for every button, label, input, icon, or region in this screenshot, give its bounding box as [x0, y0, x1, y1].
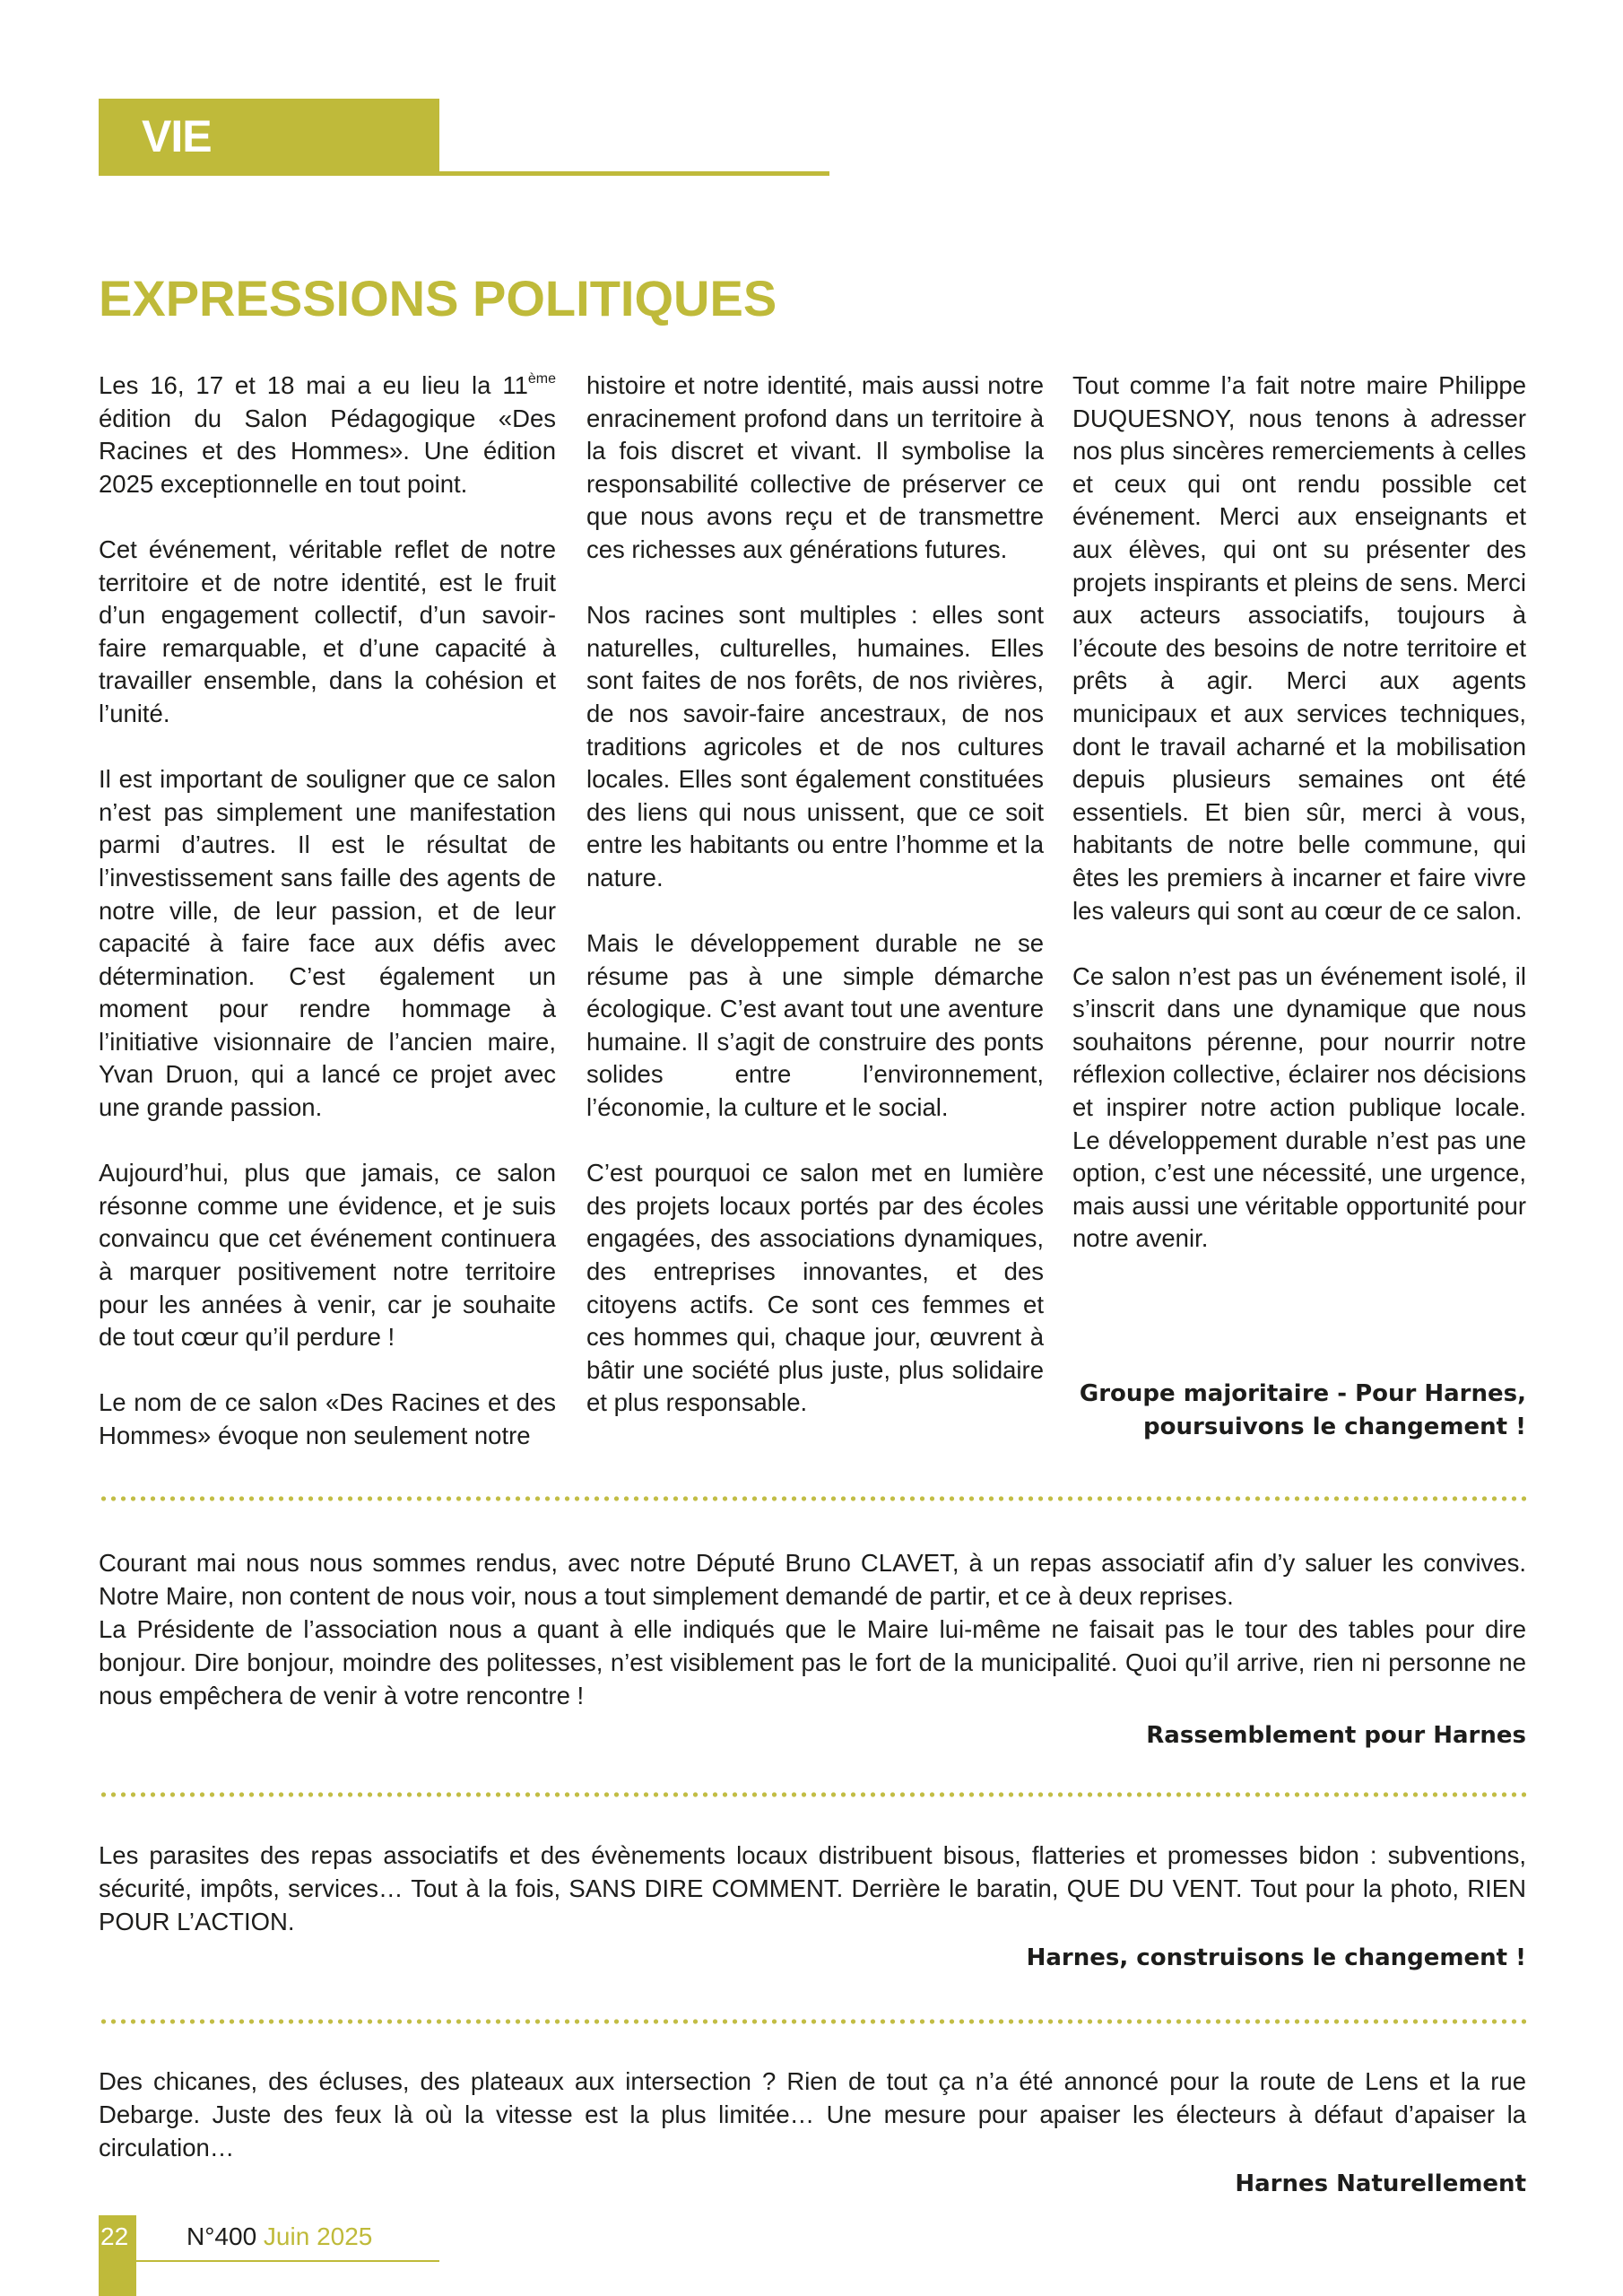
footer-rule: [136, 2260, 439, 2262]
paragraph: Les parasites des repas associatifs et des évènements locaux distribuent bisous, flatteries et promesses bidon : subventions, sécurité, impôts, services… Tout à la fois, SANS DIRE COMMENT. Derrière le baratin, QUE DU VENT. Tout pour la photo, RIEN POUR L’ACTION.: [99, 1841, 1526, 1935]
page-number: 22: [100, 2222, 129, 2250]
dotted-separator: [99, 1496, 1526, 1501]
issue-info: [187, 2222, 372, 2251]
construisons-block: [99, 1839, 1526, 1975]
paragraph: Des chicanes, des écluses, des plateaux aux intersection ? Rien de tout ça n’a été annoncé pour la route de Lens et la rue Debarge. Juste des feux là où la vitesse est la plus limitée… Une mesure pour apaiser les électeurs à défaut d’apaiser la circulation…: [99, 2067, 1526, 2161]
paragraph: Le nom de ce salon «Des Racines et des Hommes» évoque non seulement notre: [99, 1388, 556, 1449]
majority-column-1: [99, 370, 556, 1453]
section-rule: [99, 171, 829, 176]
page-title: EXPRESSIONS POLITIQUES: [99, 270, 777, 326]
majority-signature: [1031, 1378, 1526, 1444]
paragraph: Il est important de souligner que ce salon n’est pas simplement une manifestation parmi d’autres. Il est le résultat de l’investissement sans faille des agents de notre ville, de leur passion, et de leur capacité à faire face aux défis avec détermination. C’est également un moment pour rendre hommage à l’initiative visionnaire de l’ancien maire, Yvan Druon, qui a lancé ce projet avec une grande passion.: [99, 765, 556, 1122]
construisons-signature: Harnes, construisons le changement !: [1026, 1944, 1526, 1971]
paragraph: Courant mai nous nous sommes rendus, avec notre Député Bruno CLAVET, à un repas associatif afin d’y saluer les convives. Notre Maire, non content de nous voir, nous a tout simplement demandé de partir, et ce à deux reprises.: [99, 1549, 1526, 1610]
paragraph: Tout comme l’a fait notre maire Philippe DUQUESNOY, nous tenons à adresser nos plus sincères remerciements à celles et ceux qui ont rendu possible cet événement. Merci aux enseignants et aux élèves, qui ont su présenter des projets inspirants et pleins de sens. Merci aux acteurs associatifs, toujours à l’écoute des besoins de notre territoire et prêts à agir. Merci aux agents municipaux et aux services techniques, dont le travail acharné et la mobilisation depuis plusieurs semaines ont été essentiels. Et bien sûr, merci à vous, habitants de notre belle commune, qui êtes les premiers à incarner et faire vivre les valeurs qui sont au cœur de ce salon.: [1072, 371, 1526, 925]
paragraph: La Présidente de l’association nous a quant à elle indiqués que le Maire lui-même ne faisait pas le tour des tables pour dire bonjour. Dire bonjour, moindre des politesses, n’est visiblement pas le fort de la municipalité. Quoi qu’il arrive, rien ni personne ne nous empêchera de venir à votre rencontre !: [99, 1615, 1526, 1709]
paragraph: histoire et notre identité, mais aussi notre enracinement profond dans un territoire à la fois discret et vivant. Il symbolise la responsabilité collective de préserver ce que nous avons reçu et de transmettre ces richesses aux générations futures.: [586, 371, 1044, 563]
paragraph: Mais le développement durable ne se résume pas à une simple démarche écologique. C’est avant tout une aventure humaine. Il s’agit de construire des ponts solides entre l’environnement, l’économie, la culture et le social.: [586, 929, 1044, 1122]
rassemblement-block: [99, 1546, 1526, 1752]
paragraph: Les 16, 17 et 18 mai a eu lieu la 11ème édition du Salon Pédagogique «Des Racines et des Hommes». Une édition 2025 exceptionnelle en tout point.: [99, 371, 556, 498]
rassemblement-signature: Rassemblement pour Harnes: [1146, 1722, 1526, 1749]
issue-number: N°400: [187, 2222, 257, 2250]
paragraph: Aujourd’hui, plus que jamais, ce salon résonne comme une évidence, et je suis convaincu que cet événement continuera à marquer positivement notre territoire pour les années à venir, car je souhaite de tout cœur qu’il perdure !: [99, 1159, 556, 1352]
superscript: ème: [527, 371, 556, 387]
paragraph: C’est pourquoi ce salon met en lumière des projets locaux portés par des écoles engagées, des associations dynamiques, des entreprises innovantes, et des citoyens actifs. Ce sont ces femmes et ces hommes qui, chaque jour, œuvrent à bâtir une société plus juste, plus solidaire et plus responsable.: [586, 1159, 1044, 1417]
paragraph: Ce salon n’est pas un événement isolé, il s’inscrit dans une dynamique que nous souhaitons pérenne, pour nourrir notre réflexion collective, éclairer nos décisions et inspirer notre action publique locale. Le développement durable n’est pas une option, c’est une nécessité, une urgence, mais aussi une véritable opportunité pour notre avenir.: [1072, 961, 1526, 1253]
dotted-separator: [99, 1792, 1526, 1797]
issue-date: Juin 2025: [263, 2222, 373, 2250]
naturellement-block: [99, 2065, 1526, 2201]
naturellement-signature: Harnes Naturellement: [1235, 2170, 1526, 2197]
signature-line: poursuivons le changement !: [1143, 1413, 1526, 1440]
signature-line: Groupe majoritaire - Pour Harnes,: [1079, 1380, 1526, 1407]
majority-column-3: [1072, 370, 1526, 1256]
dotted-separator: [99, 2019, 1526, 2024]
paragraph: Nos racines sont multiples : elles sont naturelles, culturelles, humaines. Elles sont faites de nos forêts, de nos rivières, de nos savoir-faire ancestraux, de nos traditions agricoles et de nos cultures locales. Elles sont également constituées des liens qui nous unissent, que ce soit entre les habitants ou entre l’homme et la nature.: [586, 601, 1044, 891]
section-label: VIE MUNICIPALE: [99, 99, 439, 175]
majority-column-2: [586, 370, 1044, 1420]
paragraph: Cet événement, véritable reflet de notre territoire et de notre identité, est le fruit d’un engagement collectif, d’un savoir-faire remarquable, et d’une capacité à travailler ensemble, dans la cohésion et l’unité.: [99, 535, 556, 727]
